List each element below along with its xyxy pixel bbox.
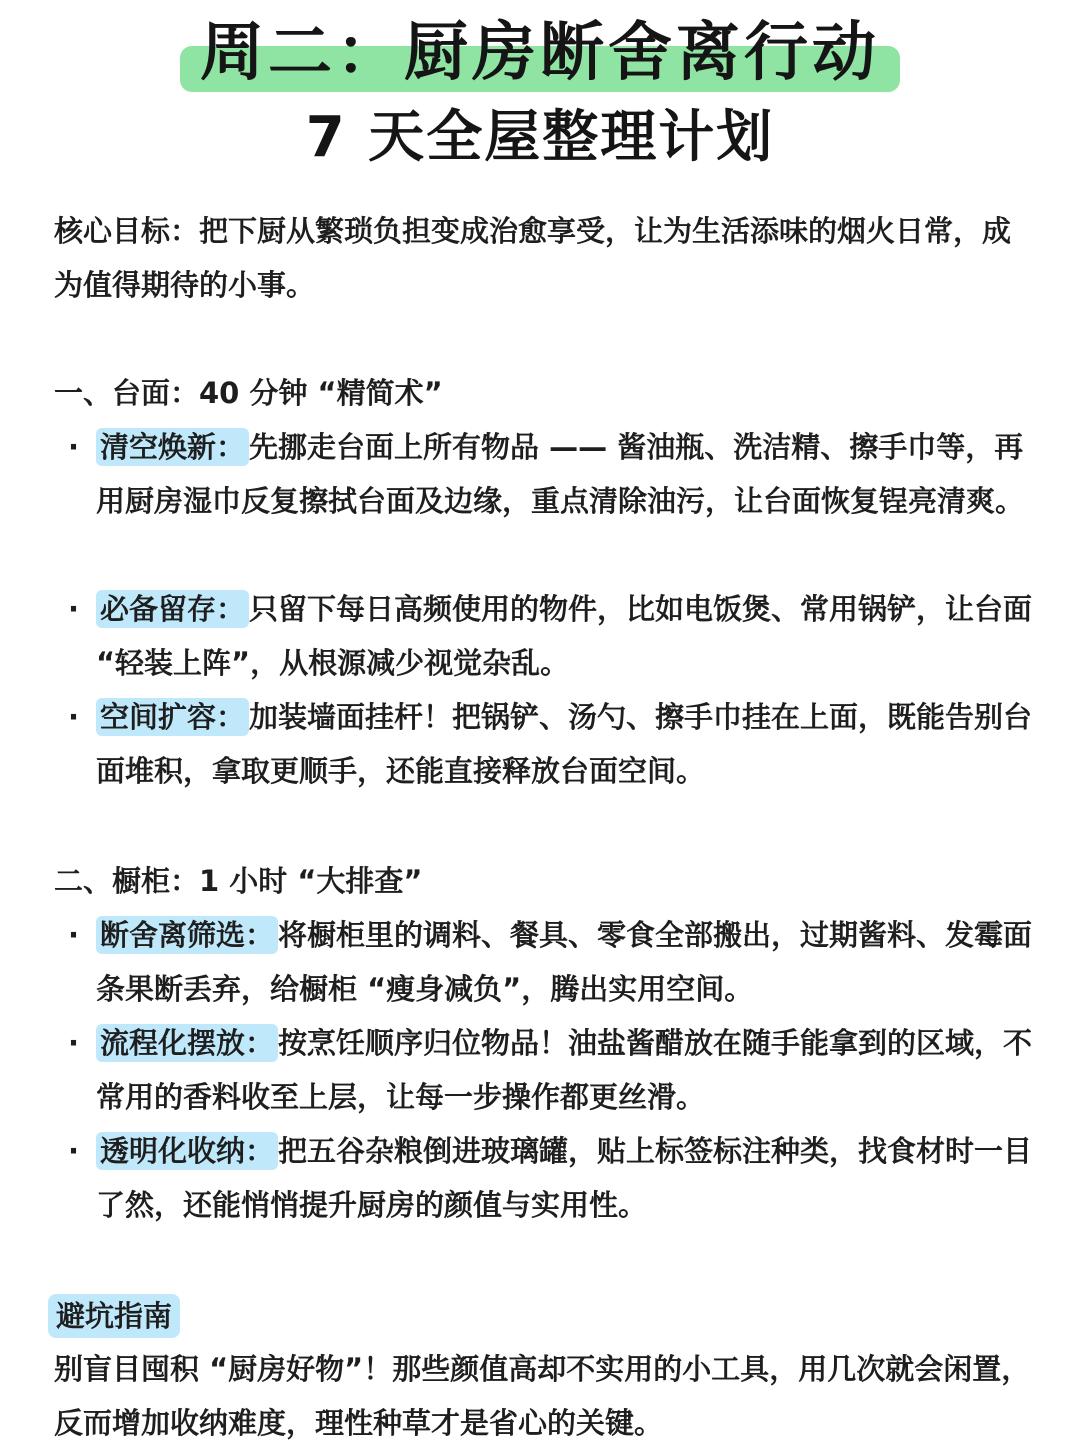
item-label: 清空焕新：	[96, 428, 249, 466]
list-item-body	[96, 1124, 1038, 1232]
list-item-body	[96, 1016, 1038, 1124]
tips-label: 避坑指南	[48, 1294, 180, 1338]
title-text: 周二：厨房断舍离行动	[200, 16, 880, 90]
list-item-body	[96, 690, 1038, 798]
page-title	[186, 14, 894, 92]
item-label: 必备留存：	[96, 590, 249, 628]
bullet-dot: ·	[68, 592, 80, 626]
tips-paragraph: 别盲目囤积 “厨房好物”！那些颜值高却不实用的小工具，用几次就会闲置，反而增加收纳难度，理性种草才是省心的关键。	[54, 1352, 1031, 1440]
list-item	[54, 908, 1038, 1016]
item-label: 流程化摆放：	[96, 1024, 278, 1062]
list-item	[54, 1016, 1038, 1124]
item-label: 透明化收纳：	[96, 1132, 278, 1170]
item-text: 加装墙面挂杆！把锅铲、汤勺、擦手巾挂在上面，既能告别台面堆积，拿取更顺手，还能直接释放台面空间。	[96, 700, 1033, 788]
list-item	[54, 582, 1038, 690]
list-item	[54, 1124, 1038, 1232]
list-item-body	[96, 582, 1038, 690]
item-text: 先挪走台面上所有物品 —— 酱油瓶、洗洁精、擦手巾等，再用厨房湿巾反复擦拭台面及边缘，重点清除油污，让台面恢复锃亮清爽。	[96, 430, 1025, 518]
item-text: 只留下每日高频使用的物件，比如电饭煲、常用锅铲，让台面 “轻装上阵”，从根源减少视觉杂乱。	[96, 592, 1033, 680]
item-text: 把五谷杂粮倒进玻璃罐，贴上标签标注种类，找食材时一目了然，还能悄悄提升厨房的颜值与实用性。	[96, 1134, 1033, 1222]
bullet-dot: ·	[68, 918, 80, 952]
list-item-body	[96, 908, 1038, 1016]
section-heading-cabinet: 二、橱柜：1 小时 “大排查”	[54, 864, 423, 898]
section-heading-countertop: 一、台面：40 分钟 “精简术”	[54, 376, 443, 410]
list-item	[54, 690, 1038, 798]
list-item-body	[96, 420, 1038, 528]
bullet-dot: ·	[68, 700, 80, 734]
item-label: 断舍离筛选：	[96, 916, 278, 954]
list-item	[54, 420, 1038, 528]
item-label: 空间扩容：	[96, 698, 249, 736]
bullet-dot: ·	[68, 430, 80, 464]
intro-paragraph: 核心目标：把下厨从繁琐负担变成治愈享受，让为生活添味的烟火日常，成为值得期待的小事。	[54, 214, 1012, 302]
bullet-dot: ·	[68, 1026, 80, 1060]
item-text: 将橱柜里的调料、餐具、零食全部搬出，过期酱料、发霉面条果断丢弃，给橱柜 “瘦身减负”，腾出实用空间。	[96, 918, 1033, 1006]
item-text: 按烹饪顺序归位物品！油盐酱醋放在随手能拿到的区域，不常用的香料收至上层，让每一步操作都更丝滑。	[96, 1026, 1033, 1114]
title-wrap	[0, 14, 1080, 92]
bullet-dot: ·	[68, 1134, 80, 1168]
page-subtitle: 7 天全屋整理计划	[305, 105, 775, 170]
